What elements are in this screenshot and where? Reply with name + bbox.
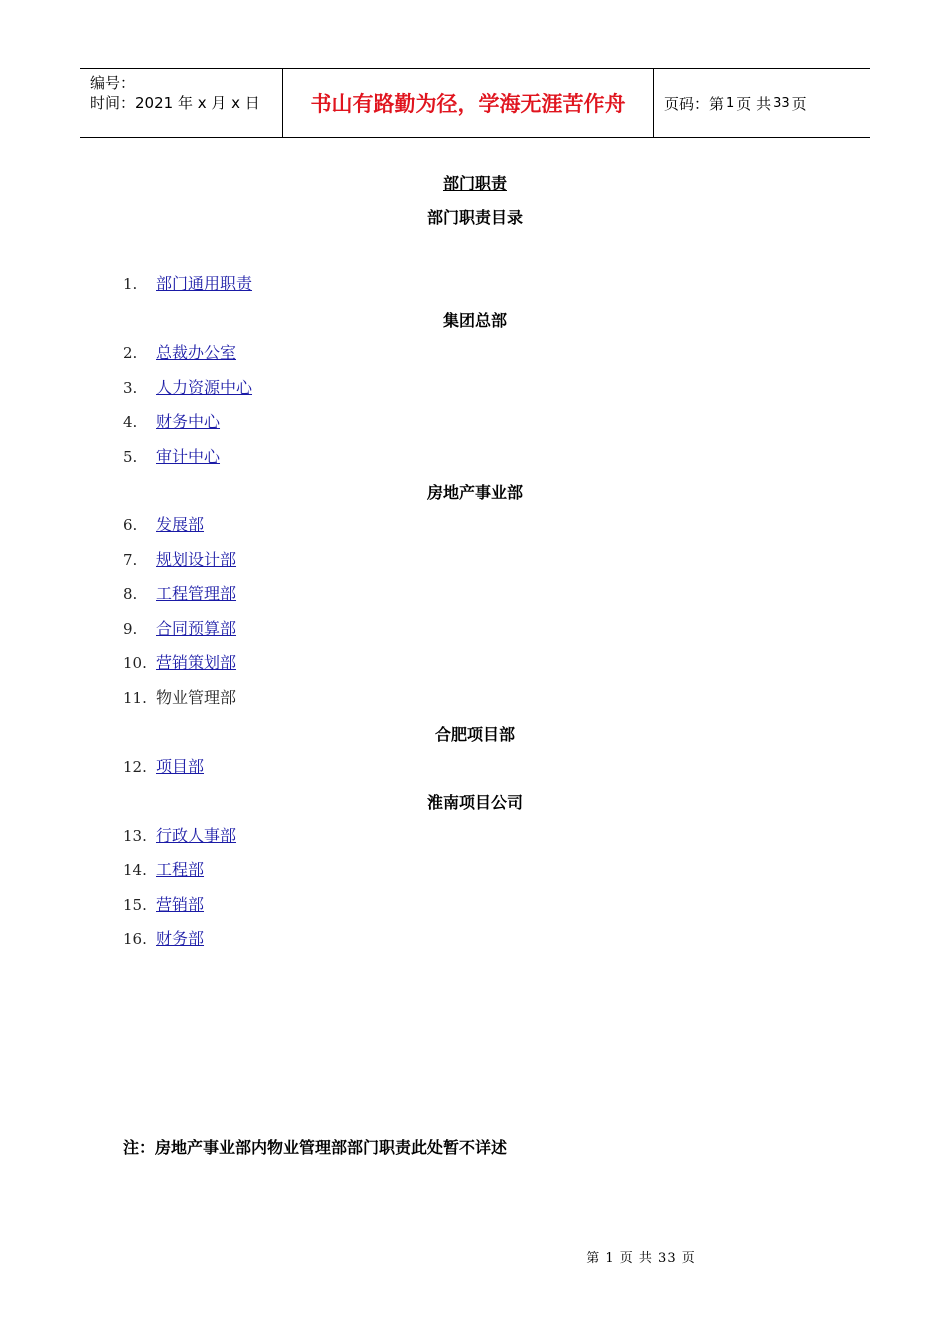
toc-item-number: 1. <box>123 275 138 293</box>
toc-item <box>123 687 236 709</box>
toc-item-label: 物业管理部 <box>156 688 237 707</box>
toc-item-number: 8. <box>123 585 138 603</box>
toc-link[interactable]: 规划设计部 <box>156 550 237 569</box>
toc-item[interactable] <box>123 894 204 916</box>
toc-link[interactable]: 工程部 <box>156 860 205 879</box>
section-heading-hefei: 合肥项目部 <box>434 725 515 744</box>
page-suffix: 页 <box>791 94 807 113</box>
time-label: 时间：2021 年 x 月 x 日 <box>90 94 260 112</box>
toc-item[interactable] <box>123 652 236 674</box>
page-footer: 第 1 页 共 33 页 <box>586 1251 696 1266</box>
toc-link[interactable]: 人力资源中心 <box>156 378 253 397</box>
toc-item-number: 5. <box>123 448 138 466</box>
toc-item[interactable] <box>123 377 252 399</box>
toc-item-number: 15. <box>123 896 147 914</box>
toc-item[interactable] <box>123 446 220 468</box>
toc-item[interactable] <box>123 342 236 364</box>
toc-link[interactable]: 发展部 <box>156 515 205 534</box>
doc-title: 部门职责 <box>442 174 507 193</box>
toc-item[interactable] <box>123 411 220 433</box>
toc-item[interactable] <box>123 514 204 536</box>
toc-item[interactable] <box>123 549 236 571</box>
section-heading-group-hq: 集团总部 <box>442 311 507 330</box>
toc-item[interactable] <box>123 756 204 778</box>
page-mid: 页 共 <box>736 94 772 113</box>
header-left-cell <box>80 69 282 137</box>
page-current: 1 <box>726 95 735 111</box>
toc-item[interactable] <box>123 618 236 640</box>
toc-link[interactable]: 财务中心 <box>156 412 221 431</box>
section-heading-huainan: 淮南项目公司 <box>426 793 523 812</box>
section-heading-real-estate: 房地产事业部 <box>426 483 523 502</box>
toc-link[interactable]: 财务部 <box>156 929 205 948</box>
toc-item-number: 11. <box>123 689 147 707</box>
page-total: 33 <box>773 95 790 111</box>
page-prefix: 页码：第 <box>664 94 725 113</box>
toc-link[interactable]: 营销策划部 <box>156 653 237 672</box>
toc-item-number: 12. <box>123 758 147 776</box>
header-page-info <box>654 69 870 137</box>
motto: 书山有路勤为径，学海无涯苦作舟 <box>282 69 654 137</box>
toc-link[interactable]: 营销部 <box>156 895 205 914</box>
toc-item-number: 14. <box>123 861 147 879</box>
toc-item-number: 9. <box>123 620 138 638</box>
toc-link[interactable]: 行政人事部 <box>156 826 237 845</box>
toc-item-number: 16. <box>123 930 147 948</box>
toc-link[interactable]: 合同预算部 <box>156 619 237 638</box>
toc-item-number: 3. <box>123 379 138 397</box>
toc-item[interactable] <box>123 928 204 950</box>
toc-link[interactable]: 部门通用职责 <box>156 274 253 293</box>
toc-link[interactable]: 项目部 <box>156 757 205 776</box>
toc-item-number: 4. <box>123 413 138 431</box>
toc-title: 部门职责目录 <box>426 208 523 227</box>
toc-item-number: 6. <box>123 516 138 534</box>
page-header <box>80 68 870 138</box>
toc-item[interactable] <box>123 825 236 847</box>
toc-item-number: 10. <box>123 654 147 672</box>
toc-link[interactable]: 工程管理部 <box>156 584 237 603</box>
toc-item-number: 13. <box>123 827 147 845</box>
toc-item-number: 2. <box>123 344 138 362</box>
toc-item[interactable] <box>123 583 236 605</box>
toc-item-number: 7. <box>123 551 138 569</box>
toc-item[interactable] <box>123 859 204 881</box>
code-label: 编号： <box>90 74 136 92</box>
footnote: 注：房地产事业部内物业管理部部门职责此处暂不详述 <box>123 1138 508 1157</box>
toc-item[interactable] <box>123 273 252 295</box>
toc-link[interactable]: 总裁办公室 <box>156 343 237 362</box>
toc-link[interactable]: 审计中心 <box>156 447 221 466</box>
